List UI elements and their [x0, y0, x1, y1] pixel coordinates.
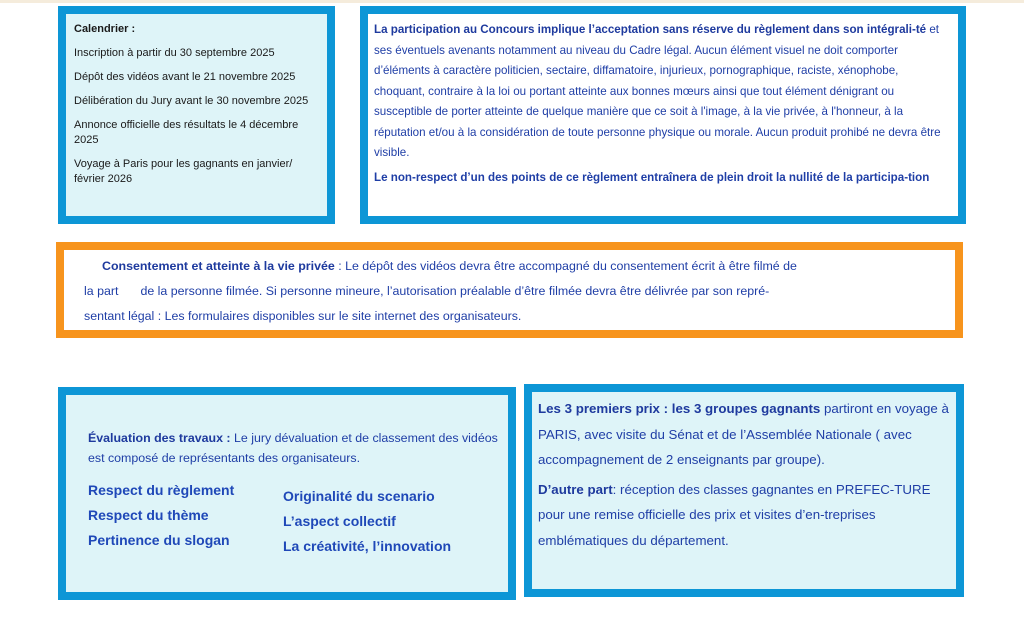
- calendar-box: [58, 6, 335, 224]
- evaluation-title: Évaluation des travaux :: [88, 431, 231, 445]
- criteria-right-column: [283, 484, 451, 559]
- rules-intro: La participation au Concours implique l’acceptation sans réserve du règlement dans son intégrali-té: [374, 23, 927, 36]
- prizes-other-paragraph: [538, 477, 950, 554]
- calendar-title: Calendrier :: [74, 23, 136, 35]
- prizes-paragraph: [538, 396, 950, 473]
- evaluation-body: Le jury dévaluation et de classement des vidéos est composé de représentants des organisateurs.: [88, 431, 498, 465]
- prizes-other-title: D’autre part: [538, 481, 613, 497]
- calendar-item: Annonce officielle des résultats le 4 décembre 2025: [74, 119, 299, 146]
- consent-line3: sentant légal : Les formulaires disponibles sur le site internet des organisateurs.: [84, 309, 522, 323]
- consent-line1: : Le dépôt des vidéos devra être accompagné du consentement écrit à être filmé de: [334, 259, 797, 273]
- evaluation-paragraph: [88, 428, 500, 468]
- criterion: Respect du règlement: [88, 482, 235, 498]
- criterion: Respect du thème: [88, 507, 209, 523]
- prizes-other-body: : réception des classes gagnantes en PREFEC-TURE pour une remise officielle des prix et visites d’en-treprises emblématiques du département.: [538, 481, 931, 548]
- top-divider: [0, 0, 1024, 3]
- criterion: Originalité du scenario: [283, 488, 435, 504]
- criterion: La créativité, l’innovation: [283, 538, 452, 554]
- consent-line2a: la part: [84, 284, 119, 298]
- prizes-title: Les 3 premiers prix : les 3 groupes gagnants: [538, 401, 821, 416]
- calendar-item: Délibération du Jury avant le 30 novembre 2025: [74, 95, 309, 107]
- rules-warning: Le non-respect d’un des points de ce règlement entraînera de plein droit la nullité de la participa-tion: [374, 170, 930, 184]
- rules-paragraph: [374, 20, 950, 164]
- rules-box: [360, 6, 966, 224]
- criterion: Pertinence du slogan: [88, 532, 230, 548]
- consent-line2b: de la personne filmée. Si personne mineure, l’autorisation préalable d’être filmée devra être délivrée par son repré-: [140, 284, 770, 298]
- consent-box: [56, 242, 963, 338]
- evaluation-box: [58, 387, 516, 600]
- calendar-item: Inscription à partir du 30 septembre 2025: [74, 47, 275, 59]
- consent-paragraph: [84, 254, 945, 329]
- prizes-box: [524, 384, 964, 597]
- criterion: L’aspect collectif: [283, 513, 396, 529]
- consent-title: Consentement et atteinte à la vie privée: [102, 259, 335, 273]
- criteria-list: [88, 478, 500, 559]
- rules-body: et ses éventuels avenants notamment au niveau du Cadre légal. Aucun élément visuel ne doit comporter d’éléments à caractère politicien, sectaire, diffamatoire, injurieux, pornographique, raciste, xénophobe, choquant, contraire à la loi ou portant atteinte aux bonnes mœurs ainsi que tout élément dénigrant ou susceptible de porter atteinte de quelque manière que ce soit à l'image, à la vie privée, à l'honneur, à la réputation et/ou à la considération de toute personne physique ou morale. Aucun produit prohibé ne devra être visible.: [374, 23, 941, 159]
- criteria-left-column: [88, 478, 283, 559]
- calendar-item: Dépôt des vidéos avant le 21 novembre 2025: [74, 71, 296, 83]
- prizes-body: partiront en voyage à PARIS, avec visite du Sénat et de l’Assemblée Nationale ( avec accompagnement de 2 enseignants par groupe).: [538, 401, 949, 467]
- calendar-item: Voyage à Paris pour les gagnants en janvier/ février 2026: [74, 158, 293, 185]
